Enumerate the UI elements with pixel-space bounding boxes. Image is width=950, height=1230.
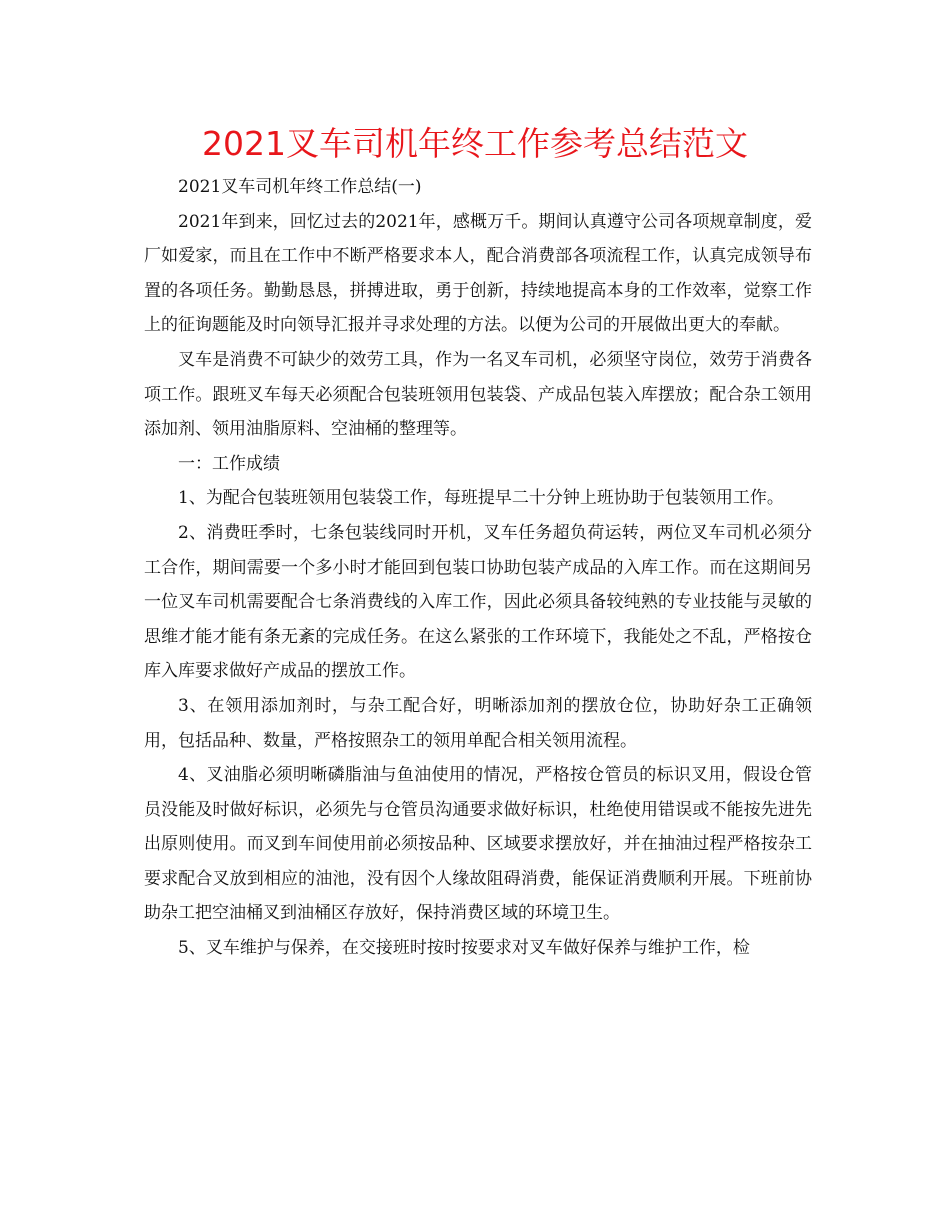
list-item: 5、叉车维护与保养，在交接班时按时按要求对叉车做好保养与维护工作，检 xyxy=(178,938,750,959)
paragraph: 叉车是消费不可缺少的效劳工具，作为一名叉车司机，必须坚守岗位，效劳于消费各项工作。跟班叉车每天必须配合包装班领用包装袋、产成品包装入库摆放；配合杂工领用添加剂、领用油脂原料、空油桶的整理等。 xyxy=(144,349,812,440)
section-heading: 2021叉车司机年终工作总结(一) xyxy=(178,177,422,197)
document-body xyxy=(144,170,812,966)
list-item: 3、在领用添加剂时，与杂工配合好，明晰添加剂的摆放仓位，协助好杂工正确领用，包括品种、数量，严格按照杂工的领用单配合相关领用流程。 xyxy=(144,695,812,751)
paragraph: 2021年到来，回忆过去的2021年，感概万千。期间认真遵守公司各项规章制度，爱厂如爱家，而且在工作中不断严格要求本人，配合消费部各项流程工作，认真完成领导布置的各项任务。勤勤恳恳，拼搏进取，勇于创新，持续地提高本身的工作效率，觉察工作上的征询题能及时向领导汇报并寻求处理的方法。以便为公司的开展做出更大的奉献。 xyxy=(144,211,812,336)
section-heading: 一：工作成绩 xyxy=(178,453,280,474)
list-item: 1、为配合包装班领用包装袋工作，每班提早二十分钟上班协助于包装领用工作。 xyxy=(178,488,784,509)
list-item: 4、叉油脂必须明晰磷脂油与鱼油使用的情况，严格按仓管员的标识叉用，假设仓管员没能及时做好标识，必须先与仓管员沟通要求做好标识，杜绝使用错误或不能按先进先出原则使用。而叉到车间使用前必须按品种、区域要求摆放好，并在抽油过程严格按杂工要求配合叉放到相应的油池，没有因个人缘故阻碍消费，能保证消费顺利开展。下班前协助杂工把空油桶叉到油桶区存放好，保持消费区域的环境卫生。 xyxy=(144,765,812,924)
list-item: 2、消费旺季时，七条包装线同时开机，叉车任务超负荷运转，两位叉车司机必须分工合作，期间需要一个多小时才能回到包装口协助包装产成品的入库工作。而在这期间另一位叉车司机需要配合七条消费线的入库工作，因此必须具备较纯熟的专业技能与灵敏的思维才能才能有条无紊的完成任务。在这么紧张的工作环境下，我能处之不乱，严格按仓库入库要求做好产成品的摆放工作。 xyxy=(144,522,812,682)
document-title: 2021叉车司机年终工作参考总结范文 xyxy=(202,124,748,163)
